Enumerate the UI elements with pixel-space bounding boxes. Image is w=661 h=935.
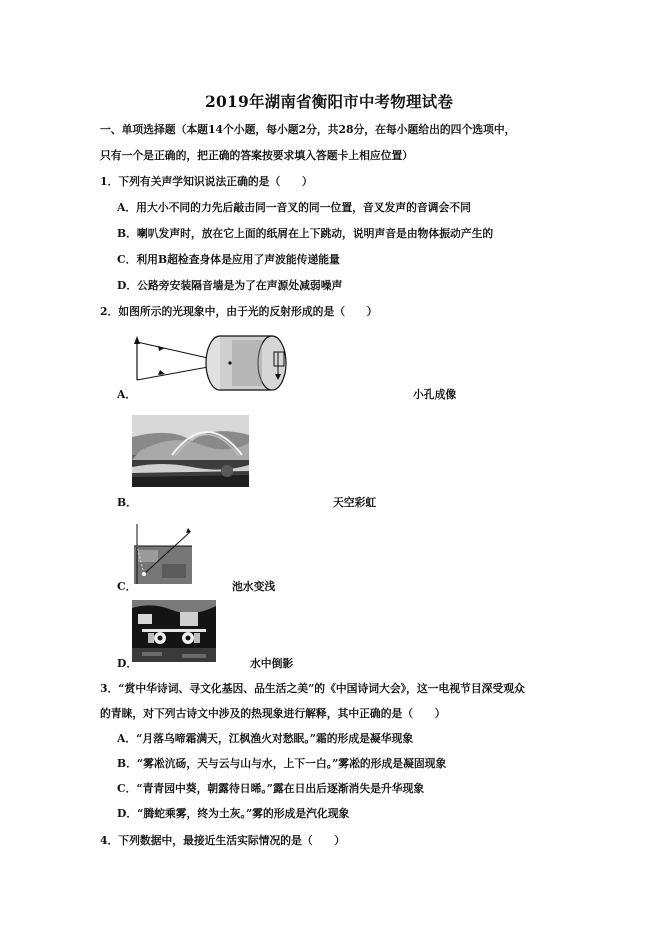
section-heading-line-2: 只有一个是正确的，把正确的答案按要求填入答题卡上相应位置） bbox=[100, 149, 414, 162]
question-2-option-c-letter: C． bbox=[117, 580, 137, 593]
pinhole-camera-figure bbox=[130, 330, 305, 395]
question-2-option-a-letter: A． bbox=[117, 388, 137, 401]
question-2-option-d-caption: 水中倒影 bbox=[250, 657, 294, 670]
question-1-option-c: C．利用B超检查身体是应用了声波能传递能量 bbox=[117, 253, 340, 266]
water-reflection-photo bbox=[132, 600, 216, 662]
question-2-option-a-caption: 小孔成像 bbox=[413, 388, 457, 401]
question-4-stem: 4．下列数据中，最接近生活实际情况的是（ ） bbox=[100, 834, 346, 847]
question-3-option-a: A．“月落乌啼霜满天，江枫渔火对愁眠。”霜的形成是凝华现象 bbox=[117, 732, 414, 745]
question-2-option-b-caption: 天空彩虹 bbox=[333, 496, 377, 509]
page-title: 2019年湖南省衡阳市中考物理试卷 bbox=[205, 92, 454, 111]
question-3-stem-line-2: 的青睐，对下列古诗文中涉及的热现象进行解释，其中正确的是（ ） bbox=[100, 707, 446, 720]
rainbow-photo bbox=[132, 415, 249, 487]
question-2-option-c-caption: 池水变浅 bbox=[232, 580, 276, 593]
question-3-option-c: C．“青青园中葵，朝露待日晞。”露在日出后逐渐消失是升华现象 bbox=[117, 782, 425, 795]
question-3-option-d: D．“腾蛇乘雾，终为土灰。”雾的形成是汽化现象 bbox=[117, 807, 350, 820]
question-1-option-a: A．用大小不同的力先后敲击同一音叉的同一位置，音叉发声的音调会不同 bbox=[117, 201, 471, 214]
question-1-stem: 1．下列有关声学知识说法正确的是（ ） bbox=[100, 175, 313, 188]
section-heading-line-1: 一、单项选择题（本题14个小题，每小题2分，共28分，在每小题给出的四个选项中， bbox=[100, 123, 516, 136]
question-3-option-b: B．“雾凇沆砀，天与云与山与水，上下一白。”雾凇的形成是凝固现象 bbox=[117, 757, 447, 770]
pool-water-photo bbox=[132, 524, 194, 584]
question-2-option-b-letter: B． bbox=[117, 496, 137, 509]
question-2-stem: 2．如图所示的光现象中，由于光的反射形成的是（ ） bbox=[100, 305, 378, 318]
question-3-stem-line-1: 3．“赏中华诗词、寻文化基因、品生活之美”的《中国诗词大会》，这一电视节目深受观众 bbox=[100, 682, 525, 695]
question-2-option-d-letter: D． bbox=[117, 657, 138, 670]
question-1-option-b: B．喇叭发声时，放在它上面的纸屑在上下跳动，说明声音是由物体振动产生的 bbox=[117, 227, 494, 240]
question-1-option-d: D．公路旁安装隔音墙是为了在声源处减弱噪声 bbox=[117, 279, 343, 292]
